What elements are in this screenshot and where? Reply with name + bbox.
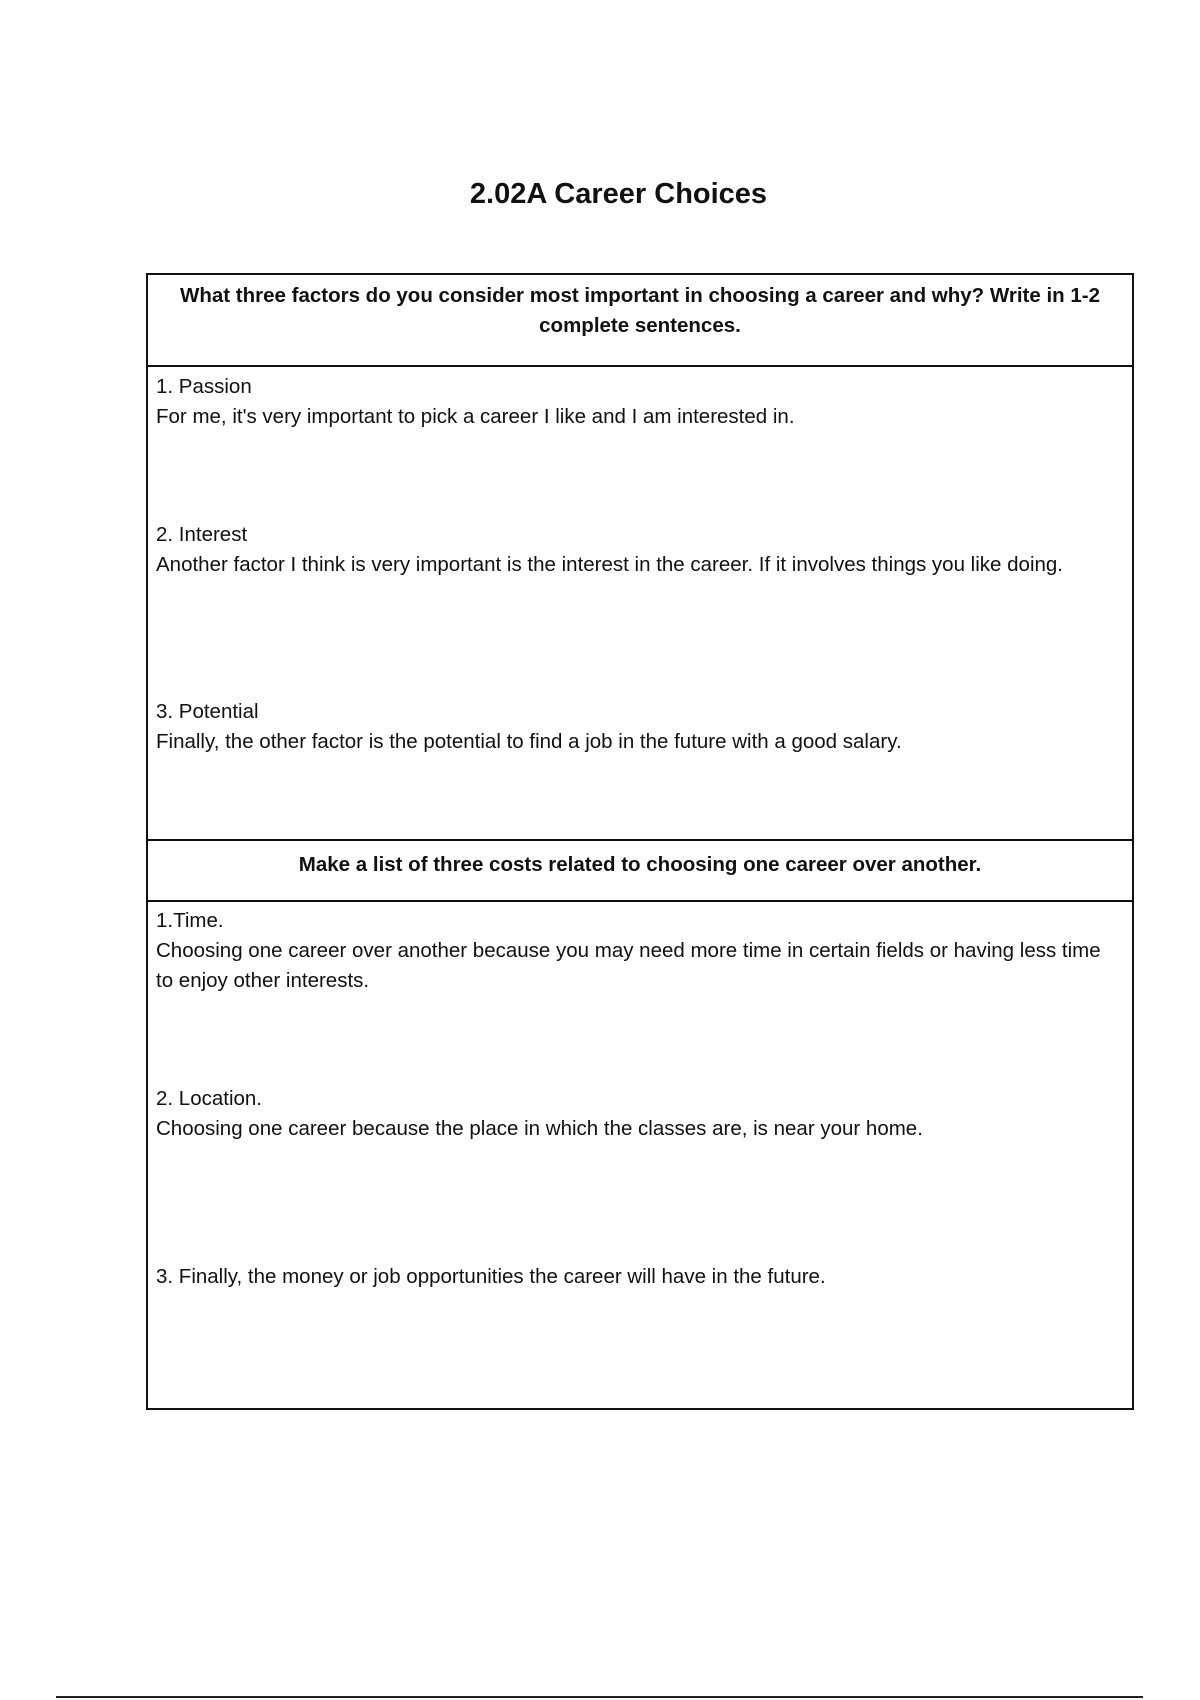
answer-item [156, 697, 1122, 757]
question-2-header: Make a list of three costs related to choosing one career over another. [148, 841, 1132, 902]
worksheet-table [146, 273, 1134, 1410]
answer-heading: 3. Finally, the money or job opportunities the career will have in the future. [156, 1265, 826, 1288]
answer-heading: 1.Time. [156, 909, 224, 932]
question-1-answer-box [148, 367, 1132, 841]
question-1-header: What three factors do you consider most important in choosing a career and why? Write in 1-2 complete sentences. [148, 275, 1132, 367]
answer-heading: 2. Location. [156, 1087, 262, 1110]
answer-heading: 3. Potential [156, 700, 259, 723]
answer-heading: 1. Passion [156, 375, 252, 398]
answer-item [156, 520, 1122, 697]
answer-item [156, 372, 1122, 520]
answer-text: Another factor I think is very important is the interest in the career. If it involves things you like doing. [156, 553, 1063, 576]
answer-text: Finally, the other factor is the potential to find a job in the future with a good salary. [156, 730, 902, 753]
answer-text: For me, it's very important to pick a career I like and I am interested in. [156, 405, 795, 428]
answer-heading: 2. Interest [156, 523, 248, 546]
answer-item [156, 1084, 1122, 1262]
page-title: 2.02A Career Choices [469, 178, 768, 210]
answer-text: Choosing one career over another because you may need more time in certain fields or having less time to enjoy other interests. [156, 939, 1101, 992]
answer-text: Choosing one career because the place in which the classes are, is near your home. [156, 1117, 923, 1140]
answer-item [156, 1262, 1122, 1292]
footer-divider [56, 1696, 1143, 1698]
question-2-answer-box [148, 902, 1132, 1408]
answer-item [156, 906, 1122, 1084]
